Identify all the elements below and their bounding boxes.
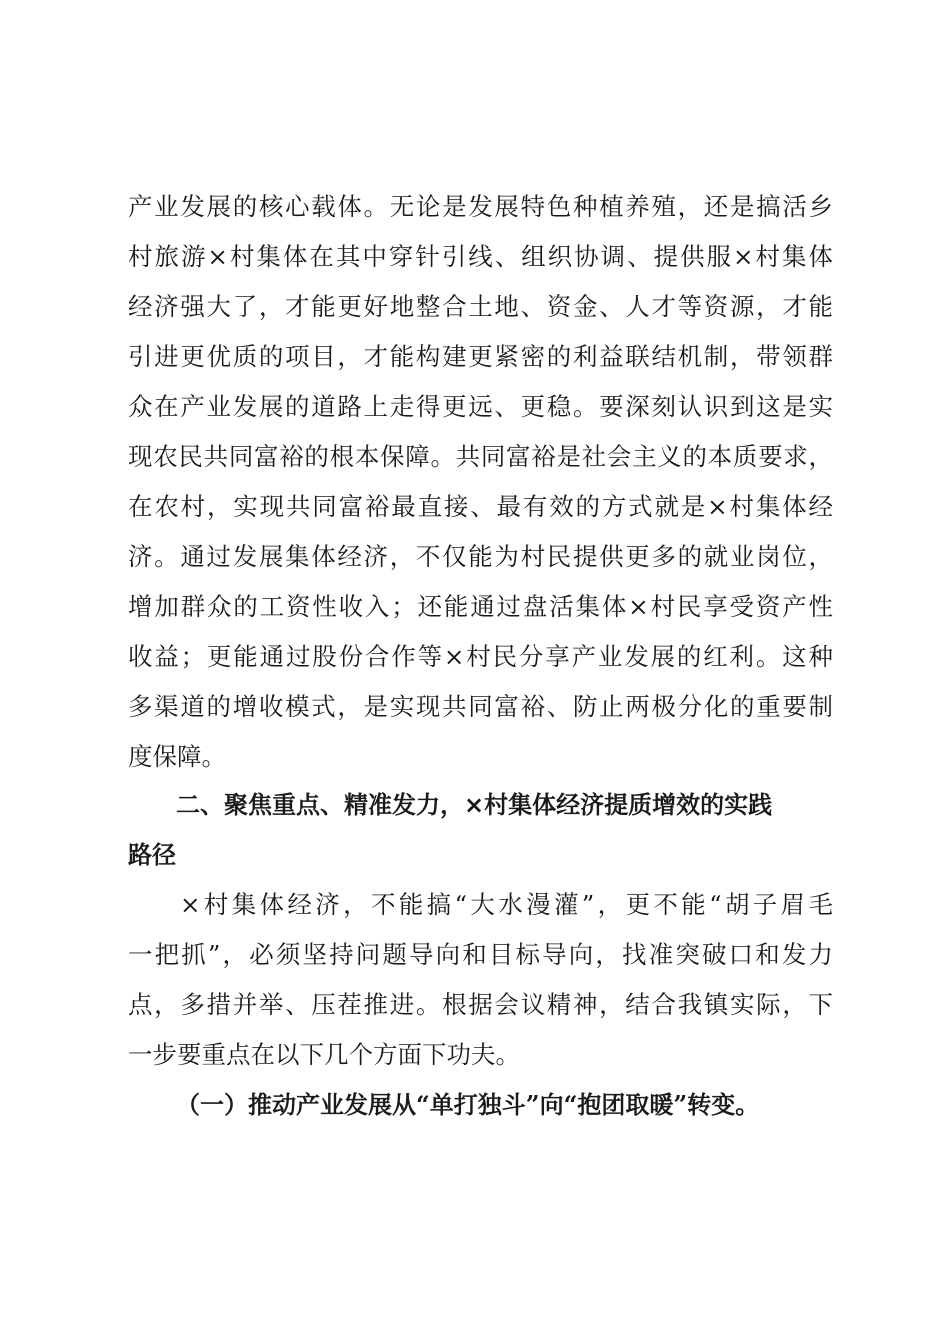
paragraph-line: 引进更优质的项目，才能构建更紧密的利益联结机制，带领群: [128, 342, 833, 371]
paragraph-line: 在农村，实现共同富裕最直接、最有效的方式就是×村集体经: [128, 492, 833, 521]
paragraph-line: 济。通过发展集体经济，不仅能为村民提供更多的就业岗位，: [128, 542, 833, 571]
paragraph-line: ×村集体经济，不能搞“大水漫灌”，更不能“胡子眉毛: [180, 890, 833, 919]
paragraph-line: 增加群众的工资性收入；还能通过盘活集体×村民享受资产性: [128, 592, 833, 621]
heading-line: 路径: [128, 841, 176, 869]
heading-line: 二、聚焦重点、精准发力，×村集体经济提质增效的实践: [176, 791, 773, 819]
paragraph-line: 村旅游×村集体在其中穿针引线、组织协调、提供服×村集体: [128, 242, 833, 271]
paragraph-line: 现农民共同富裕的根本保障。共同富裕是社会主义的本质要求，: [128, 442, 833, 471]
paragraph-line: 收益；更能通过股份合作等×村民分享产业发展的红利。这种: [128, 642, 833, 671]
paragraph-line: 度保障。: [128, 742, 226, 771]
subsection-heading: （一）推动产业发展从“单打独斗”向“抱团取暖”转变。: [176, 1090, 760, 1119]
paragraph-line: 众在产业发展的道路上走得更远、更稳。要深刻认识到这是实: [128, 392, 833, 421]
paragraph-line: 多渠道的增收模式，是实现共同富裕、防止两极分化的重要制: [128, 692, 833, 721]
paragraph-line: 经济强大了，才能更好地整合土地、资金、人才等资源，才能: [128, 292, 833, 321]
paragraph-line: 一把抓”，必须坚持问题导向和目标导向，找准突破口和发力: [128, 940, 833, 969]
paragraph-line: 一步要重点在以下几个方面下功夫。: [128, 1040, 520, 1069]
paragraph-line: 产业发展的核心载体。无论是发展特色种植养殖，还是搞活乡: [128, 192, 833, 221]
paragraph-line: 点，多措并举、压茬推进。根据会议精神，结合我镇实际，下: [128, 990, 833, 1019]
